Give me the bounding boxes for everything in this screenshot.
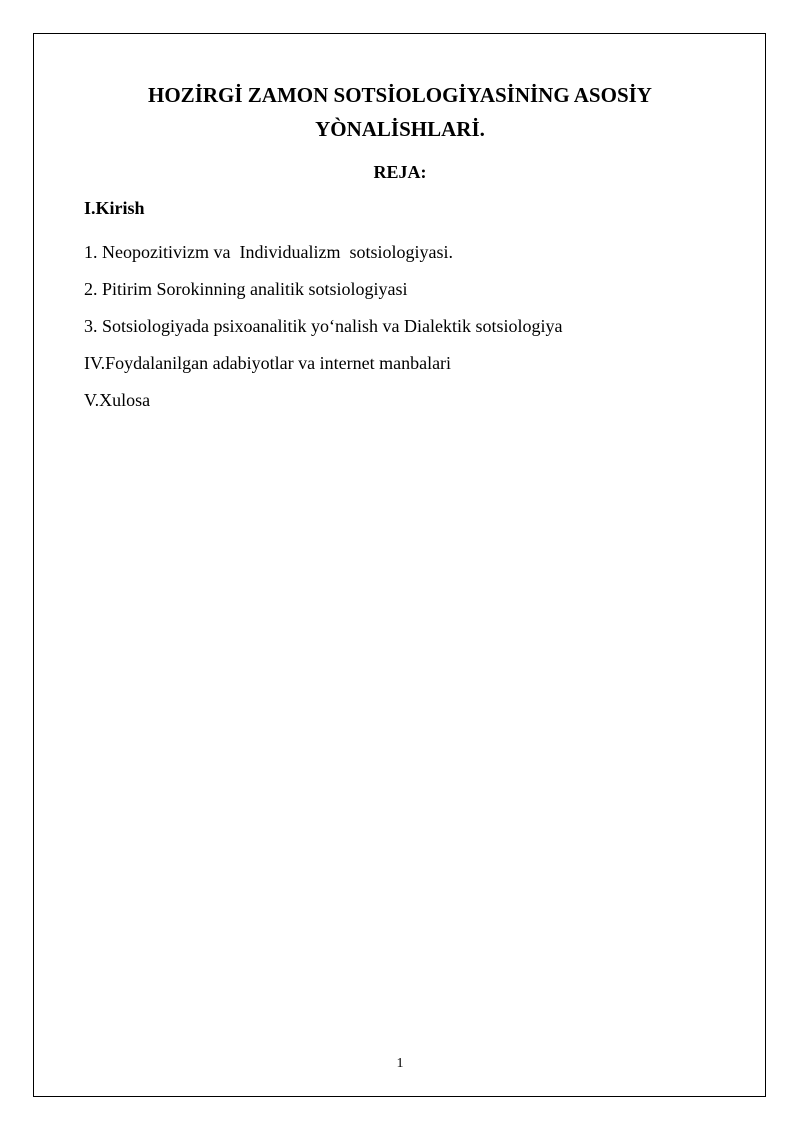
toc-item-conclusion: V.Xulosa	[84, 390, 151, 410]
toc-item-3: 3. Sotsiologiyada psixoanalitik yo‘nalish va Dialektik sotsiologiya	[84, 316, 563, 336]
toc-item-1: 1. Neopozitivizm va Individualizm sotsiologiyasi.	[84, 242, 453, 262]
document-title-line-1: HOZİRGİ ZAMON SOTSİOLOGİYASİNİNG ASOSİY	[148, 83, 652, 107]
page-number: 1	[396, 1056, 404, 1071]
toc-item-references: IV.Foydalanilgan adabiyotlar va internet manbalari	[84, 353, 452, 373]
page-frame	[33, 33, 766, 1097]
intro-heading: I.Kirish	[84, 198, 145, 218]
plan-heading: REJA:	[373, 162, 427, 182]
table-of-contents	[84, 241, 562, 426]
document-title-line-2: YÒNALİSHLARİ.	[315, 117, 485, 141]
toc-item-2: 2. Pitirim Sorokinning analitik sotsiologiyasi	[84, 279, 408, 299]
